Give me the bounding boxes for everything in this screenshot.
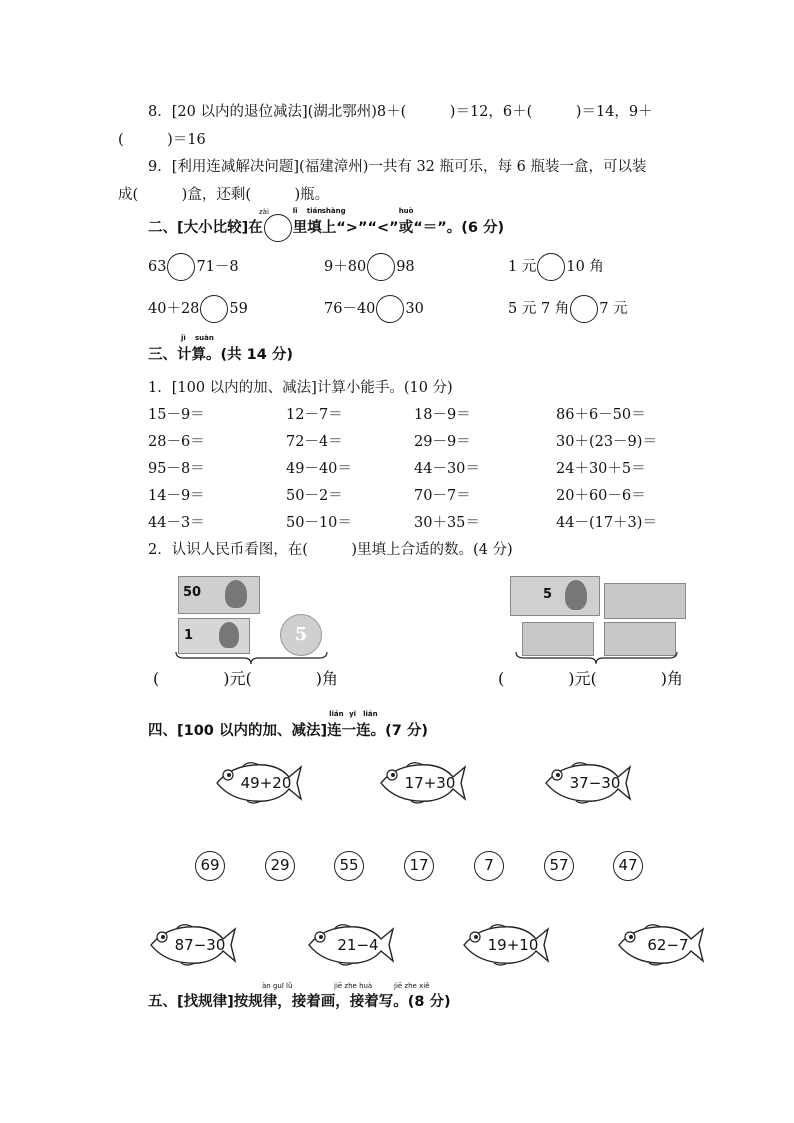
ruby-suan: suàn	[195, 334, 214, 342]
q9-line2: 成( )盒，还剩( )瓶。	[118, 187, 330, 203]
fish-top-3-label: 37−30	[569, 774, 621, 792]
ruby-shang: shàng	[321, 207, 346, 215]
ruby-lian1: lián	[329, 710, 344, 718]
calc-problem: 29－9＝	[414, 434, 471, 450]
coin-5-jiao: 5	[280, 614, 322, 656]
number-circle[interactable]: 55	[334, 851, 364, 881]
compare-item-6: 5 元 7 角 7 元	[508, 295, 628, 323]
banknote-1-yuan: 1	[178, 618, 250, 654]
answer-line-left: ( )元( )角	[153, 669, 338, 688]
section3-title: 三、 jì suàn 计算。(共 14 分)	[148, 334, 294, 363]
answer-circle[interactable]	[376, 295, 404, 323]
money-q2-title: 2．认识人民币看图，在( )里填上合适的数。(4 分)	[148, 542, 513, 558]
number-circle[interactable]: 57	[544, 851, 574, 881]
calc-problem: 44－30＝	[414, 461, 480, 477]
calc-problem: 24＋30＋5＝	[556, 461, 646, 477]
fish-bottom-3-label: 19+10	[487, 936, 539, 954]
ruby-lian2: lián	[363, 710, 378, 718]
ruby-huo: huò	[398, 207, 414, 215]
example-circle	[264, 214, 292, 242]
answer-circle[interactable]	[200, 295, 228, 323]
ruby-jie-zhe-xie: jiē zhe xiě	[394, 982, 430, 990]
banknote-jiao-1	[604, 583, 686, 619]
q8-line2: ( )＝16	[118, 132, 206, 148]
number-circle[interactable]: 7	[474, 851, 504, 881]
section4-title: 四、[100 以内的加、减法] lián yi lián 连一连。(7 分)	[148, 710, 428, 739]
number-circle[interactable]: 29	[265, 851, 295, 881]
banknote-5-yuan: 5	[510, 576, 600, 616]
calc-problem: 14－9＝	[148, 488, 205, 504]
calc-problem: 44－(17＋3)＝	[556, 515, 657, 531]
banknote-50-yuan: 50	[178, 576, 260, 614]
calc-problem: 50－2＝	[286, 488, 343, 504]
ruby-tian: tián	[306, 207, 323, 215]
calc-problem: 95－8＝	[148, 461, 205, 477]
calc-problem: 15－9＝	[148, 407, 205, 423]
answer-circle[interactable]	[537, 253, 565, 281]
ruby-jie-zhe-hua: jiē zhe huà	[334, 982, 373, 990]
fish-bottom-2-label: 21−4	[337, 936, 379, 954]
calc-problem: 70－7＝	[414, 488, 471, 504]
section5-title: 五、[找规律]按规律，接着画，接着写。(8 分)	[148, 994, 451, 1010]
calc-problem: 20＋60－6＝	[556, 488, 646, 504]
compare-item-2: 9＋80 98	[324, 253, 415, 281]
answer-line-right: ( )元( )角	[498, 669, 683, 688]
section2-quotes: “>”“<”	[336, 220, 399, 236]
fish-bottom-4-label: 62−7	[647, 936, 689, 954]
compare-item-1: 63 71－8	[148, 253, 239, 281]
section2-mid2: 上	[321, 220, 337, 236]
section2-huo: 或	[398, 220, 414, 236]
fish-top-1-label: 49+20	[240, 774, 292, 792]
answer-circle[interactable]	[367, 253, 395, 281]
calc-problem: 18－9＝	[414, 407, 471, 423]
calc-problem: 49－40＝	[286, 461, 352, 477]
compare-item-4: 40＋28 59	[148, 295, 248, 323]
brace-right	[514, 650, 680, 666]
number-circle[interactable]: 17	[404, 851, 434, 881]
number-circle[interactable]: 47	[613, 851, 643, 881]
calc-problem: 12－7＝	[286, 407, 343, 423]
calc-problem: 28－6＝	[148, 434, 205, 450]
fish-bottom-1-label: 87−30	[174, 936, 226, 954]
calc-problem: 50－10＝	[286, 515, 352, 531]
calc-problem: 72－4＝	[286, 434, 343, 450]
calc-problem: 30＋(23－9)＝	[556, 434, 657, 450]
ruby-yi: yi	[349, 710, 357, 718]
ruby-zai: zài	[259, 208, 269, 216]
compare-item-3: 1 元 10 角	[508, 253, 604, 281]
ruby-li: lǐ	[292, 207, 298, 215]
ruby-ji: jì	[181, 334, 186, 342]
answer-circle[interactable]	[570, 295, 598, 323]
q8-line1: 8．[20 以内的退位减法](湖北鄂州)8＋( )＝12，6＋( )＝14，9＋	[148, 104, 653, 120]
section2-prefix: 二、[大小比较]在	[148, 220, 263, 236]
number-circle[interactable]: 69	[195, 851, 225, 881]
section2-end: “＝”。(6 分)	[413, 220, 505, 236]
calc-problem: 86＋6－50＝	[556, 407, 646, 423]
calc-q1-title: 1．[100 以内的加、减法]计算小能手。(10 分)	[148, 380, 453, 396]
calc-problem: 44－3＝	[148, 515, 205, 531]
q9-line1: 9．[利用连减解决问题](福建漳州)一共有 32 瓶可乐，每 6 瓶装一盒，可以装	[148, 159, 647, 175]
fish-top-2-label: 17+30	[404, 774, 456, 792]
compare-item-5: 76－40 30	[324, 295, 424, 323]
ruby-an-gui-lv: àn guī lǜ	[262, 982, 293, 990]
answer-circle[interactable]	[167, 253, 195, 281]
calc-problem: 30＋35＝	[414, 515, 480, 531]
section2-mid1: 里填	[292, 220, 322, 236]
brace-left	[174, 650, 329, 666]
